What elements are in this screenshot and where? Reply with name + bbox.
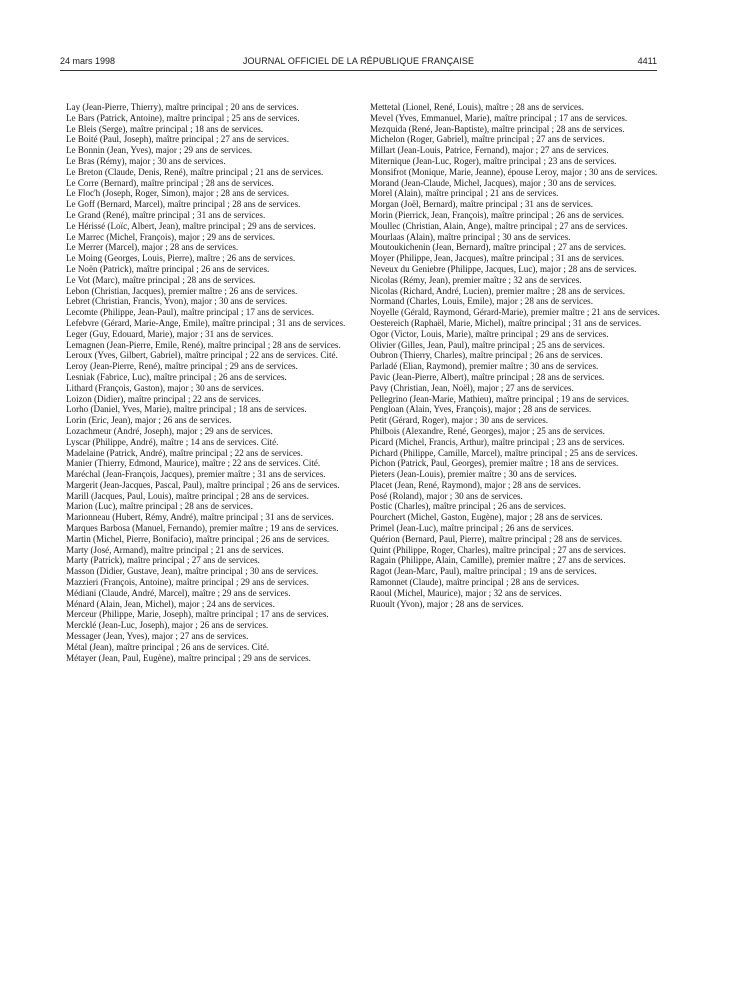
list-item: Placet (Jean, René, Raymond), major ; 28 ans de services. bbox=[370, 479, 581, 490]
list-item: Pavic (Jean-Pierre, Albert), maître principal ; 28 ans de services. bbox=[370, 371, 605, 382]
list-item: Olivier (Gilles, Jean, Paul), maître principal ; 25 ans de services. bbox=[370, 339, 605, 350]
list-item: Lefebvre (Gérard, Marie-Ange, Emile), maître principal ; 31 ans de services. bbox=[66, 317, 346, 328]
list-item: Quint (Philippe, Roger, Charles), maître principal ; 27 ans de services. bbox=[370, 544, 626, 555]
list-item: Leroux (Yves, Gilbert, Gabriel), maître principal ; 22 ans de services. Cité. bbox=[66, 350, 338, 361]
list-item: Martin (Michel, Pierre, Bonifacio), maître principal ; 26 ans de services. bbox=[66, 533, 330, 544]
list-item: Mettetal (Lionel, René, Louis), maître ; 28 ans de services. bbox=[370, 102, 584, 112]
list-item: Lay (Jean-Pierre, Thierry), maître principal ; 20 ans de services. bbox=[66, 102, 299, 112]
list-item: Nicolas (Rémy, Jean), premier maître ; 32 ans de services. bbox=[370, 274, 582, 285]
right-column bbox=[370, 102, 660, 609]
list-item: Le Vot (Marc), maître principal ; 28 ans de services. bbox=[66, 274, 256, 285]
list-item: Miternique (Jean-Luc, Roger), maître principal ; 23 ans de services. bbox=[370, 155, 617, 166]
list-item: Noyelle (Gérald, Raymond, Gérard-Marie), premier maître ; 21 ans de services. bbox=[370, 307, 660, 318]
journal-title: JOURNAL OFFICIEL DE LA RÉPUBLIQUE FRANÇAISE bbox=[242, 56, 475, 66]
header-rule bbox=[60, 70, 657, 71]
list-item: Raoul (Michel, Maurice), major ; 32 ans de services. bbox=[370, 587, 562, 598]
list-item: Mourlaas (Alain), maître principal ; 30 ans de services. bbox=[370, 231, 571, 242]
list-item: Monsifrot (Monique, Marie, Jeanne), épouse Leroy, major ; 30 ans de services. bbox=[370, 166, 658, 177]
list-item: Oestereich (Raphaël, Marie, Michel), maître principal ; 31 ans de services. bbox=[370, 317, 642, 328]
list-item: Le Boité (Paul, Joseph), maître principal ; 27 ans de services. bbox=[66, 134, 289, 145]
list-item: Le Bras (Rémy), major ; 30 ans de services. bbox=[66, 155, 226, 166]
list-item: Postic (Charles), maître principal ; 26 ans de services. bbox=[370, 501, 566, 512]
list-item: Millart (Jean-Louis, Patrice, Fernand), major ; 27 ans de services. bbox=[370, 145, 609, 156]
list-item: Mevel (Yves, Emmanuel, Marie), maître principal ; 17 ans de services. bbox=[370, 112, 628, 123]
list-item: Merceur (Philippe, Marie, Joseph), maître principal ; 17 ans de services. bbox=[66, 609, 329, 620]
list-item: Le Merrer (Marcel), major ; 28 ans de services. bbox=[66, 242, 239, 253]
list-item: Le Breton (Claude, Denis, René), maître principal ; 21 ans de services. bbox=[66, 166, 324, 177]
list-item: Pichon (Patrick, Paul, Georges), premier maître ; 18 ans de services. bbox=[370, 458, 619, 469]
list-item: Lorin (Eric, Jean), major ; 26 ans de services. bbox=[66, 415, 232, 426]
list-item: Madelaine (Patrick, André), maître principal ; 22 ans de services. bbox=[66, 447, 303, 458]
list-item: Morin (Pierrick, Jean, François), maître principal ; 26 ans de services. bbox=[370, 209, 625, 220]
list-item: Ogor (Victor, Louis, Marie), maître principal ; 29 ans de services. bbox=[370, 328, 609, 339]
list-item: Marty (José, Armand), maître principal ; 21 ans de services. bbox=[66, 544, 284, 555]
list-item: Lyscar (Philippe, André), maître ; 14 ans de services. Cité. bbox=[66, 436, 279, 447]
list-item: Pengloan (Alain, Yves, François), major ; 28 ans de services. bbox=[370, 404, 592, 415]
list-item: Pavy (Christian, Jean, Noël), major ; 27 ans de services. bbox=[370, 382, 574, 393]
list-item: Leger (Guy, Edouard, Marie), major ; 31 ans de services. bbox=[66, 328, 274, 339]
list-item: Loizon (Didier), maître principal ; 22 ans de services. bbox=[66, 393, 261, 404]
list-item: Michelon (Roger, Gabriel), maître principal ; 27 ans de services. bbox=[370, 134, 605, 145]
list-item: Oubron (Thierry, Charles), maître principal ; 26 ans de services. bbox=[370, 350, 603, 361]
list-item: Nicolas (Richard, André, Lucien), premier maître ; 28 ans de services. bbox=[370, 285, 626, 296]
list-item: Philbois (Alexandre, René, Georges), major ; 25 ans de services. bbox=[370, 425, 605, 436]
list-item: Le Goff (Bernard, Marcel), maître principal ; 28 ans de services. bbox=[66, 199, 301, 210]
list-item: Métal (Jean), maître principal ; 26 ans de services. Cité. bbox=[66, 641, 270, 652]
list-item: Marill (Jacques, Paul, Louis), maître principal ; 28 ans de services. bbox=[66, 490, 309, 501]
left-column bbox=[66, 102, 356, 663]
list-item: Lebret (Christian, Francis, Yvon), major ; 30 ans de services. bbox=[66, 296, 288, 307]
list-item: Manier (Thierry, Edmond, Maurice), maître ; 22 ans de services. Cité. bbox=[66, 458, 321, 469]
list-item: Le Moing (Georges, Louis, Pierre), maître ; 26 ans de services. bbox=[66, 253, 296, 264]
list-item: Le Noën (Patrick), maître principal ; 26 ans de services. bbox=[66, 263, 270, 274]
list-item: Ragain (Philippe, Alain, Camille), premier maître ; 27 ans de services. bbox=[370, 555, 626, 566]
list-item: Parladé (Elian, Raymond), premier maître ; 30 ans de services. bbox=[370, 361, 599, 372]
list-item: Lorho (Daniel, Yves, Marie), maître principal ; 18 ans de services. bbox=[66, 404, 307, 415]
list-item: Le Bars (Patrick, Antoine), maître principal ; 25 ans de services. bbox=[66, 112, 300, 123]
list-item: Moutoukichenin (Jean, Bernard), maître principal ; 27 ans de services. bbox=[370, 242, 627, 253]
list-item: Messager (Jean, Yves), major ; 27 ans de services. bbox=[66, 631, 249, 642]
list-item: Lebon (Christian, Jacques), premier maître ; 26 ans de services. bbox=[66, 285, 298, 296]
list-item: Lemagnen (Jean-Pierre, Emile, René), maître principal ; 28 ans de services. bbox=[66, 339, 341, 350]
list-item: Ramonnet (Claude), maître principal ; 28 ans de services. bbox=[370, 577, 580, 588]
list-item: Ménard (Alain, Jean, Michel), major ; 24 ans de services. bbox=[66, 598, 275, 609]
list-item: Petit (Gérard, Roger), major ; 30 ans de services. bbox=[370, 415, 549, 426]
list-item: Lithard (François, Gaston), major ; 30 ans de services. bbox=[66, 382, 264, 393]
list-item: Lecomte (Philippe, Jean-Paul), maître principal ; 17 ans de services. bbox=[66, 307, 314, 318]
list-item: Ragot (Jean-Marc, Paul), maître principal ; 19 ans de services. bbox=[370, 566, 597, 577]
list-item: Le Hérissé (Loïc, Albert, Jean), maître principal ; 29 ans de services. bbox=[66, 220, 316, 231]
page-header bbox=[60, 56, 657, 70]
list-item: Le Grand (René), maître principal ; 31 ans de services. bbox=[66, 209, 266, 220]
list-item: Leroy (Jean-Pierre, René), maître principal ; 29 ans de services. bbox=[66, 361, 298, 372]
list-item: Médiani (Claude, André, Marcel), maître ; 29 ans de services. bbox=[66, 587, 291, 598]
list-item: Pourchert (Michel, Gaston, Eugène), major ; 28 ans de services. bbox=[370, 512, 603, 523]
list-item: Le Bleis (Serge), maître principal ; 18 ans de services. bbox=[66, 123, 264, 134]
list-item: Marques Barbosa (Manuel, Fernando), premier maître ; 19 ans de services. bbox=[66, 523, 339, 534]
list-item: Masson (Didier, Gustave, Jean), maître principal ; 30 ans de services. bbox=[66, 566, 319, 577]
list-item: Marty (Patrick), maître principal ; 27 ans de services. bbox=[66, 555, 260, 566]
list-item: Morgan (Joël, Bernard), maître principal ; 31 ans de services. bbox=[370, 199, 594, 210]
list-item: Maréchal (Jean-François, Jacques), premier maître ; 31 ans de services. bbox=[66, 469, 326, 480]
list-item: Neveux du Geniebre (Philippe, Jacques, Luc), major ; 28 ans de services. bbox=[370, 263, 637, 274]
list-item: Posé (Roland), major ; 30 ans de services. bbox=[370, 490, 523, 501]
list-item: Mercklé (Jean-Luc, Joseph), major ; 26 ans de services. bbox=[66, 620, 269, 631]
list-item: Pichard (Philippe, Camille, Marcel), maître principal ; 25 ans de services. bbox=[370, 447, 638, 458]
list-item: Morel (Alain), maître principal ; 21 ans de services. bbox=[370, 188, 559, 199]
list-item: Pellegrino (Jean-Marie, Mathieu), maître principal ; 19 ans de services. bbox=[370, 393, 630, 404]
list-item: Marionneau (Hubert, Rémy, André), maître principal ; 31 ans de services. bbox=[66, 512, 334, 523]
list-item: Primel (Jean-Luc), maître principal ; 26 ans de services. bbox=[370, 523, 574, 534]
list-item: Marion (Luc), maître principal ; 28 ans de services. bbox=[66, 501, 253, 512]
list-item: Morand (Jean-Claude, Michel, Jacques), major ; 30 ans de services. bbox=[370, 177, 617, 188]
list-item: Le Floc'h (Joseph, Roger, Simon), major ; 28 ans de services. bbox=[66, 188, 290, 199]
list-item: Pieters (Jean-Louis), premier maître ; 30 ans de services. bbox=[370, 469, 577, 480]
list-item: Normand (Charles, Louis, Emile), major ; 28 ans de services. bbox=[370, 296, 593, 307]
list-item: Picard (Michel, Francis, Arthur), maître principal ; 23 ans de services. bbox=[370, 436, 625, 447]
list-item: Métayer (Jean, Paul, Eugène), maître principal ; 29 ans de services. bbox=[66, 652, 311, 663]
list-item: Moyer (Philippe, Jean, Jacques), maître principal ; 31 ans de services. bbox=[370, 253, 625, 264]
list-item: Ruoult (Yvon), major ; 28 ans de services. bbox=[370, 598, 524, 609]
list-item: Mazzieri (François, Antoine), maître principal ; 29 ans de services. bbox=[66, 577, 309, 588]
list-item: Le Marrec (Michel, François), major ; 29 ans de services. bbox=[66, 231, 276, 242]
list-item: Lozachmeur (André, Joseph), major ; 29 ans de services. bbox=[66, 425, 273, 436]
list-item: Moullec (Christian, Alain, Ange), maître principal ; 27 ans de services. bbox=[370, 220, 628, 231]
list-item: Mezquida (René, Jean-Baptiste), maître principal ; 28 ans de services. bbox=[370, 123, 625, 134]
list-item: Le Bonnin (Jean, Yves), major ; 29 ans de services. bbox=[66, 145, 253, 156]
list-item: Quérion (Bernard, Paul, Pierre), maître principal ; 28 ans de services. bbox=[370, 533, 623, 544]
publication-date: 24 mars 1998 bbox=[60, 56, 116, 66]
list-item: Margerit (Jean-Jacques, Pascal, Paul), maître principal ; 26 ans de services. bbox=[66, 479, 340, 490]
list-item: Lesniak (Fabrice, Luc), maître principal ; 26 ans de services. bbox=[66, 371, 287, 382]
page-number: 4411 bbox=[637, 56, 657, 66]
list-item: Le Corre (Bernard), maître principal ; 28 ans de services. bbox=[66, 177, 274, 188]
